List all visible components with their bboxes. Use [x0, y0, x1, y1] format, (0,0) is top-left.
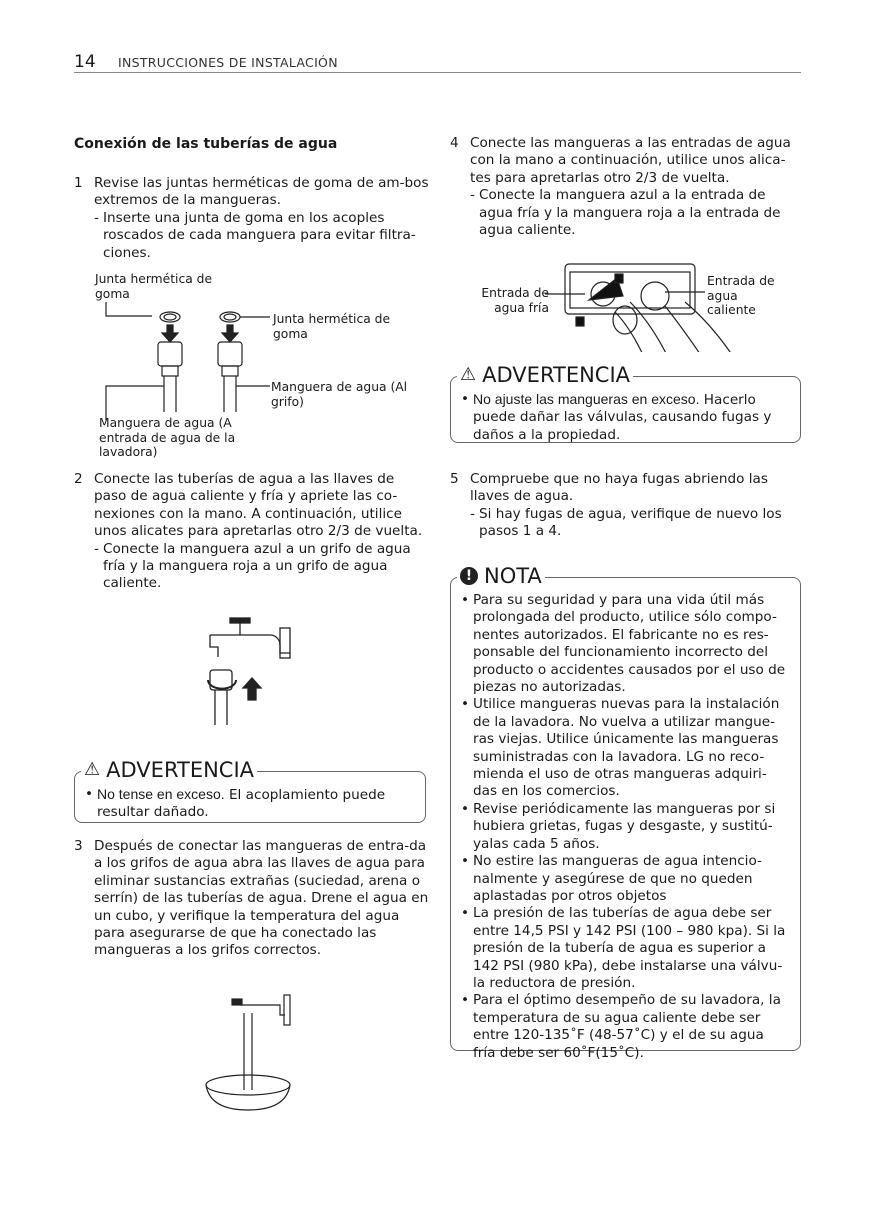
- page-number: 14: [74, 52, 96, 72]
- step-text: Compruebe que no haya fugas abriendo las llaves de agua.: [470, 471, 768, 505]
- label-cold-inlet: Entrada de agua fría: [481, 286, 549, 315]
- step-subtext: Conecte la manguera azul a un grifo de agua fría y la manguera roja a un grifo de agua caliente.: [103, 540, 411, 592]
- label-hot-inlet: Entrada de agua caliente: [707, 274, 775, 317]
- section-title: INSTRUCCIONES DE INSTALACIÓN: [118, 55, 338, 70]
- note-item: No estire las mangueras de agua intencio-nalmente y asegúrese de que no queden aplastadas por otros objetos: [473, 853, 762, 904]
- label-gasket-right: Junta hermética de goma: [273, 312, 391, 341]
- step-number: 3: [74, 838, 83, 854]
- step-subtext: Conecte la manguera azul a la entrada de agua fría y la manguera roja a la entrada de agua caliente.: [479, 187, 781, 239]
- inlet-figure: [465, 262, 785, 352]
- label-gasket-left: Junta hermética de goma: [95, 272, 213, 301]
- warning-box-right: ⚠ ADVERTENCIA • No ajuste las mangueras en exceso. Hacerlo puede dañar las válvulas, causando fugas y daños a la propiedad.: [450, 376, 801, 443]
- warning-title: ⚠ ADVERTENCIA: [457, 363, 633, 387]
- faucet-illustration: [200, 610, 300, 730]
- step-text: Revise las juntas herméticas de goma de am-bos extremos de la mangueras.: [94, 175, 429, 209]
- gasket-figure: [90, 272, 410, 462]
- step-5: 5 Compruebe que no haya fugas abriendo las llaves de agua. - Si hay fugas de agua, verifique de nuevo los pasos 1 a 4.: [450, 471, 802, 541]
- step-2: 2 Conecte las tuberías de agua a las llaves de paso de agua caliente y fría y apriete las co-nexiones con la mano. A continuación, utilice unos alicates para apretarlas otro 2/3 de vuelta. - Conecte la manguera azul a un grifo de agua fría y la manguera roja a un grifo de agua caliente.: [74, 471, 429, 593]
- warning-icon: ⚠: [460, 364, 477, 385]
- step-subtext: Inserte una junta de goma en los acoples roscados de cada manguera para evitar filtra-ciones.: [103, 209, 416, 261]
- bucket-illustration: [200, 985, 300, 1115]
- step-number: 1: [74, 175, 83, 191]
- step-number: 4: [450, 135, 459, 151]
- label-hose-right: Manguera de agua (Al grifo): [271, 380, 408, 409]
- step-number: 5: [450, 471, 459, 487]
- section-heading: Conexión de las tuberías de agua: [74, 136, 338, 152]
- step-3: [74, 838, 429, 960]
- step-text: Conecte las mangueras a las entradas de agua con la mano a continuación, utilice unos alica-tes para apretarlas otro 2/3 de vuelta.: [470, 135, 791, 186]
- note-item: Para su seguridad y para una vida útil más prolongada del producto, utilice sólo compo-nentes autorizados. El fabricante no es res-ponsable del funcionamiento incorrecto del producto o accidentes causados por el uso de piezas no autorizadas.: [473, 592, 786, 696]
- note-item: La presión de las tuberías de agua debe ser entre 14,5 PSI y 142 PSI (100 – 980 kpa). Si la presión de la tubería de agua es superior a 142 PSI (980 kPa), debe instalarse una válvu-la reductora de presión.: [473, 905, 786, 991]
- note-item: Para el óptimo desempeño de su lavadora, la temperatura de su agua caliente debe ser entre 120-135˚F (48-57˚C) y el de su agua fría debe ser 60˚F(15˚C).: [473, 992, 781, 1061]
- step-number: 2: [74, 471, 83, 487]
- warning-bold: No ajuste las mangueras en exceso.: [473, 391, 700, 407]
- warning-text: El acoplamiento puede resultar dañado.: [97, 787, 386, 821]
- note-box: ! NOTA • Para su seguridad y para una vida útil más prolongada del producto, utilice sólo compo-nentes autorizados. El fabricante no es res-ponsable del funcionamiento incorrecto del producto o accidentes causados por el uso de piezas no autorizadas. • Utilice mangueras nuevas para la instalación de la lavadora. No vuelva a utilizar mangue-ras viejas. Utilice únicamente las mangueras suministradas con la lavadora. LG no reco-mienda el uso de otras mangueras adquiri-das en los comercios. • Revise periódicamente las mangueras por si hubiera grietas, fugas y desgaste, y sustitú-yalas cada 5 años. • No estire las mangueras de agua intencio-nalmente y asegúrese de que no queden aplastadas por otros objetos • La presión de las tuberías de agua debe ser entre 14,5 PSI y 142 PSI (100 – 980 kpa). Si la presión de la tubería de agua es superior a 142 PSI (980 kPa), debe instalarse una válvu-la reductora de presión. • Para el óptimo desempeño de su lavadora, la temperatura de su agua caliente debe ser entre 120-135˚F (48-57˚C) y el de su agua fría debe ser 60˚F(15˚C).: [450, 577, 801, 1051]
- header-rule: [74, 72, 801, 73]
- exclamation-icon: !: [460, 567, 478, 585]
- warning-icon: ⚠: [84, 759, 101, 780]
- note-title: ! NOTA: [457, 564, 545, 588]
- step-subtext: Si hay fugas de agua, verifique de nuevo los pasos 1 a 4.: [479, 505, 782, 540]
- step-1: 1 Revise las juntas herméticas de goma de am-bos extremos de la mangueras. - Inserte una junta de goma en los acoples roscados de cada manguera para evitar filtra-ciones.: [74, 175, 429, 261]
- step-text: Después de conectar las mangueras de entra-da a los grifos de agua abra las llaves de agua para eliminar sustancias extrañas (suciedad, arena o serrín) de las tuberías de agua. Drene el agua en un cubo, y verifique la temperatura del agua para asegurarse de que ha conectado las mangueras a los grifos correctos.: [94, 838, 429, 959]
- hose-gasket-illustration: [90, 272, 410, 462]
- warning-box-left: ⚠ ADVERTENCIA • No tense en exceso. El acoplamiento puede resultar dañado.: [74, 771, 426, 823]
- warning-bold: No tense en exceso.: [97, 786, 225, 802]
- warning-title: ⚠ ADVERTENCIA: [81, 758, 257, 782]
- warning-text: Hacerlo puede dañar las válvulas, causando fugas y daños a la propiedad.: [473, 392, 772, 443]
- note-item: Utilice mangueras nuevas para la instalación de la lavadora. No vuelva a utilizar mangue-ras viejas. Utilice únicamente las mangueras suministradas con la lavadora. LG no reco-mienda el uso de otras mangueras adquiri-das en los comercios.: [473, 696, 780, 800]
- label-hose-left: Manguera de agua (A entrada de agua de la lavadora): [99, 416, 236, 459]
- step-4: 4 Conecte las mangueras a las entradas de agua con la mano a continuación, utilice unos alica-tes para apretarlas otro 2/3 de vuelta. - Conecte la manguera azul a la entrada de agua fría y la manguera roja a la entrada de agua caliente.: [450, 135, 802, 239]
- step-text: Conecte las tuberías de agua a las llaves de paso de agua caliente y fría y apriete las co-nexiones con la mano. A continuación, utilice unos alicates para apretarlas otro 2/3 de vuelta.: [94, 471, 423, 540]
- note-item: Revise periódicamente las mangueras por si hubiera grietas, fugas y desgaste, y sustitú-yalas cada 5 años.: [473, 800, 776, 852]
